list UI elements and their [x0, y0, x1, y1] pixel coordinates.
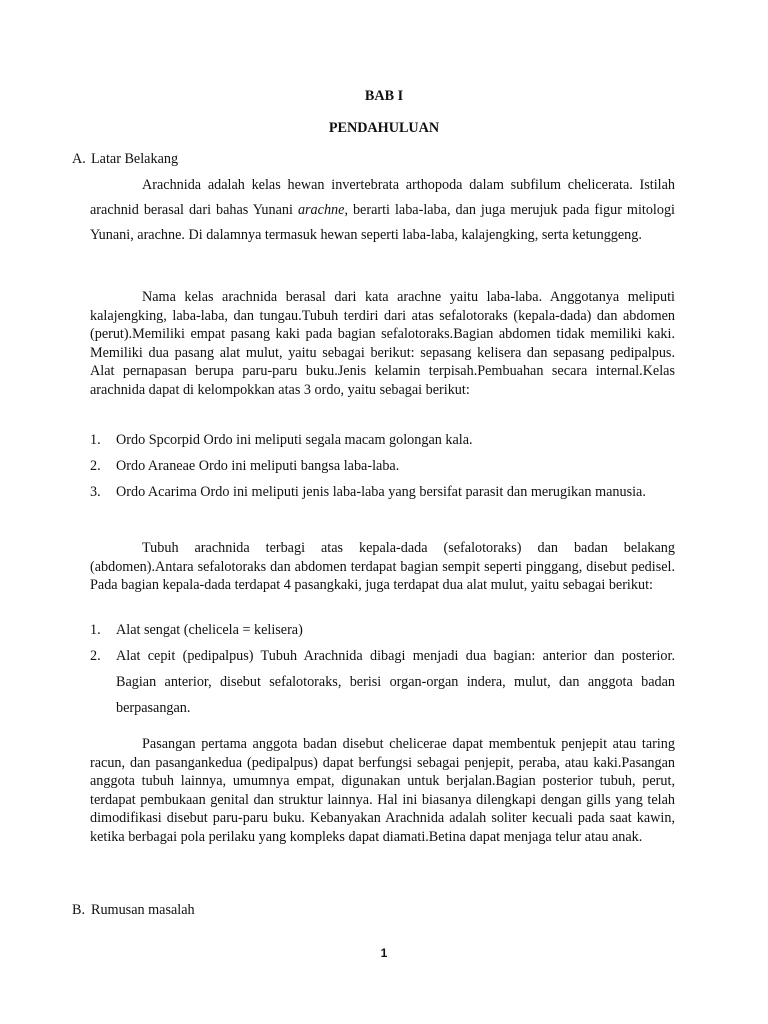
paragraph-1 — [90, 173, 675, 249]
chapter-title: PENDAHULUAN — [328, 120, 440, 136]
paragraph-1-before: Arachnida adalah kelas hewan invertebrata arthopoda dalam subfilum chelicerata. Istilah arachnid berasal dari bahas Yunani — [90, 177, 675, 219]
chapter-heading: BAB I — [364, 88, 404, 104]
paragraph-1-after: , berarti laba-laba, dan juga merujuk pada figur mitologi Yunani, arachne. Di dalamnya termasuk hewan seperti laba-laba, kalajengking, serta ketunggeng. — [90, 202, 675, 244]
list-text: Alat cepit (pedipalpus) Tubuh Arachnida dibagi menjadi dua bagian: anterior dan posterior. Bagian anterior, disebut sefalotoraks, berisi organ-organ indera, mulut, dan anggota badan berpasangan. — [116, 648, 675, 716]
section-a-heading — [72, 151, 697, 168]
list-text: Ordo Araneae Ordo ini meliputi bangsa laba-laba. — [116, 458, 400, 474]
list-text: Alat sengat (chelicela = kelisera) — [116, 622, 303, 638]
list-number: 1. — [90, 622, 101, 638]
mulut-list — [90, 617, 675, 721]
list-number: 2. — [90, 458, 101, 474]
list-text: Ordo Acarima Ordo ini meliputi jenis laba-laba yang bersifat parasit dan merugikan manusia. — [116, 484, 646, 500]
section-b-title: Rumusan masalah — [91, 902, 195, 918]
list-number: 3. — [90, 484, 101, 500]
section-b-letter: B. — [72, 902, 86, 918]
list-number: 2. — [90, 648, 101, 664]
ordo-list-item — [90, 453, 675, 479]
ordo-list — [90, 427, 675, 505]
ordo-list-item — [90, 427, 675, 453]
paragraph-2: Nama kelas arachnida berasal dari kata arachne yaitu laba-laba. Anggotanya meliputi kalajengking, laba-laba, dan tungau.Tubuh terdiri dari atas sefalotoraks (kepala-dada) dan abdomen (perut).Memiliki empat pasang kaki pada bagian sefalotoraks.Bagian abdomen tidak memiliki kaki. Memiliki dua pasang alat mulut, yaitu sebagai berikut: sepasang kelisera dan sepasang pedipalpus. Alat pernapasan berupa paru-paru buku.Jenis kelamin terpisah.Pembuahan secara internal.Kelas arachnida dapat di kelompokkan atas 3 ordo, yaitu sebagai berikut: — [90, 289, 675, 398]
section-b-heading — [72, 902, 697, 919]
section-a-title: Latar Belakang — [91, 151, 179, 167]
section-a-letter: A. — [72, 151, 86, 167]
list-number: 1. — [90, 432, 101, 448]
list-text: Ordo Spcorpid Ordo ini meliputi segala macam golongan kala. — [116, 432, 473, 448]
mulut-list-item — [90, 643, 675, 721]
mulut-list-item — [90, 617, 675, 643]
page-number: 1 — [380, 946, 388, 960]
ordo-list-item — [90, 479, 675, 505]
paragraph-3: Tubuh arachnida terbagi atas kepala-dada (sefalotoraks) dan badan belakang (abdomen).Antara sefalotoraks dan abdomen terdapat bagian sempit seperti pinggang, disebut pedisel. Pada bagian kepala-dada terdapat 4 pasangkaki, juga terdapat dua alat mulut, yaitu sebagai berikut: — [90, 540, 675, 593]
paragraph-4: Pasangan pertama anggota badan disebut chelicerae dapat membentuk penjepit atau taring racun, dan pasangankedua (pedipalpus) dapat berfungsi sebagai penjepit, peraba, atau kaki.Pasangan anggota tubuh lainnya, umumnya empat, digunakan untuk berjalan.Bagian posterior tubuh, perut, terdapat pembukaan genital dan struktur lainnya. Hal ini biasanya dilengkapi dengan gills yang telah dimodifikasi disebut paru-paru buku. Kebanyakan Arachnida adalah soliter kecuali pada saat kawin, ketika berbagai pola perilaku yang kompleks dapat diamati.Betina dapat menjaga telur atau anak. — [90, 736, 675, 845]
paragraph-1-italic: arachne — [297, 202, 345, 219]
